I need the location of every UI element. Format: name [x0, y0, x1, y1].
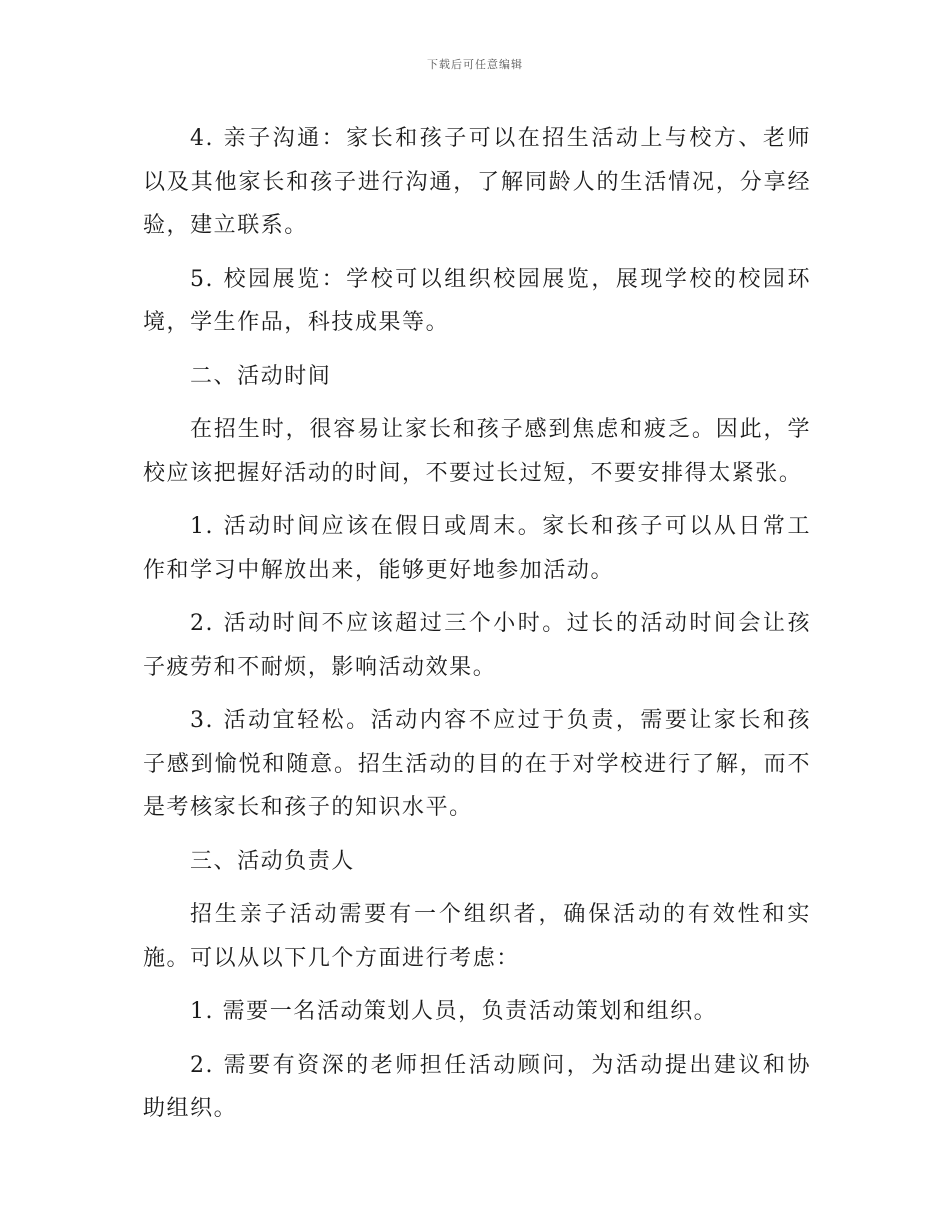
paragraph-leader-intro: 招生亲子活动需要有一个组织者，确保活动的有效性和实施。可以从以下几个方面进行考虑：	[143, 902, 811, 971]
paragraph-leader-advisor: 2. 需要有资深的老师担任活动顾问，为活动提出建议和协助组织。	[143, 1052, 811, 1121]
page-header: 下载后可任意编辑	[427, 58, 523, 71]
paragraph-leader-planner: 1. 需要一名活动策划人员，负责活动策划和组织。	[190, 999, 718, 1024]
paragraph-parent-child-communication: 4. 亲子沟通：家长和孩子可以在招生活动上与校方、老师以及其他家长和孩子进行沟通，了解同龄人的生活情况，分享经验，建立联系。	[143, 126, 811, 238]
section-heading-activity-time: 二、活动时间	[190, 363, 332, 389]
paragraph-campus-exhibition: 5. 校园展览：学校可以组织校园展览，展现学校的校园环境，学生作品，科技成果等。	[143, 266, 811, 335]
paragraph-time-duration: 2. 活动时间不应该超过三个小时。过长的活动时间会让孩子疲劳和不耐烦，影响活动效果。	[143, 611, 811, 680]
document-body	[143, 117, 811, 1141]
paragraph-time-intro: 在招生时，很容易让家长和孩子感到焦虑和疲乏。因此，学校应该把握好活动的时间，不要过长过短，不要安排得太紧张。	[143, 417, 811, 486]
section-heading-activity-leader: 三、活动负责人	[190, 848, 355, 874]
paragraph-time-weekend: 1. 活动时间应该在假日或周末。家长和孩子可以从日常工作和学习中解放出来，能够更好地参加活动。	[143, 514, 811, 583]
paragraph-time-relaxed: 3. 活动宜轻松。活动内容不应过于负责，需要让家长和孩子感到愉悦和随意。招生活动的目的在于对学校进行了解，而不是考核家长和孩子的知识水平。	[143, 708, 811, 820]
